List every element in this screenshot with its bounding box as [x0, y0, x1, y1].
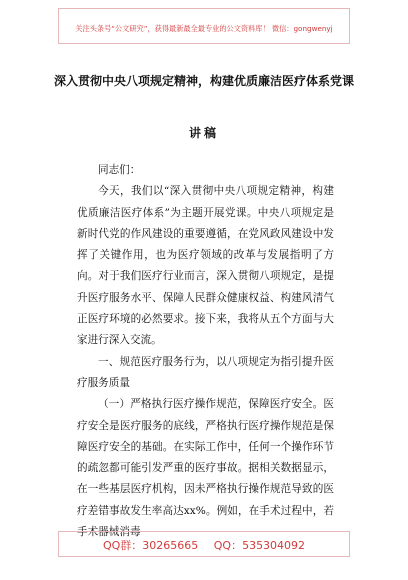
paragraph-subsection: （一）严格执行医疗操作规范，保障医疗安全。医疗安全是医疗服务的底线，严格执行医疗操作规范是保障医疗安全的基础。在实际工作中，任何一个操作环节的疏忽都可能引发严重的医疗事故。据相关数据显示，在一些基层医疗机构，因未严格执行操作规范导致的医疗差错事故发生率高达xx%。例如，在手术过程中，若手术器械消毒	[77, 398, 334, 539]
section-heading: 一、规范医疗服务行为，以八项规定为指引提升医疗服务质量	[77, 355, 334, 389]
footer-qq-group: QQ群：30265665	[102, 539, 199, 552]
header-notice: 关注头条号“公文研究”，获得最新最全最专业的公文资料库！ 微信：gongwenyj	[75, 24, 333, 33]
paragraph-intro: 今天，我们以“深入贯彻中央八项规定精神，构建优质廉洁医疗体系”为主题开展党课。中央八项规定是新时代党的作风建设的重要遵循，在党风政风建设中发挥了关键作用，也为医疗领域的改革与发展指明了方向。对于我们医疗行业而言，深入贯彻八项规定，是提升医疗服务水平、保障人民群众健康权益、构建风清气正医疗环境的必然要求。接下来，我将从五个方面与大家进行深入交流。	[77, 185, 334, 347]
greeting: 同志们：	[98, 164, 141, 176]
document-title: 深入贯彻中央八项规定精神，构建优质廉洁医疗体系党课	[53, 74, 354, 88]
header-banner	[58, 8, 350, 44]
footer-contacts	[59, 537, 349, 553]
document-title-continued: 讲稿	[188, 126, 219, 140]
footer-banner	[58, 531, 350, 557]
footer-qq: QQ：535304092	[213, 539, 306, 552]
document-body	[77, 160, 334, 543]
